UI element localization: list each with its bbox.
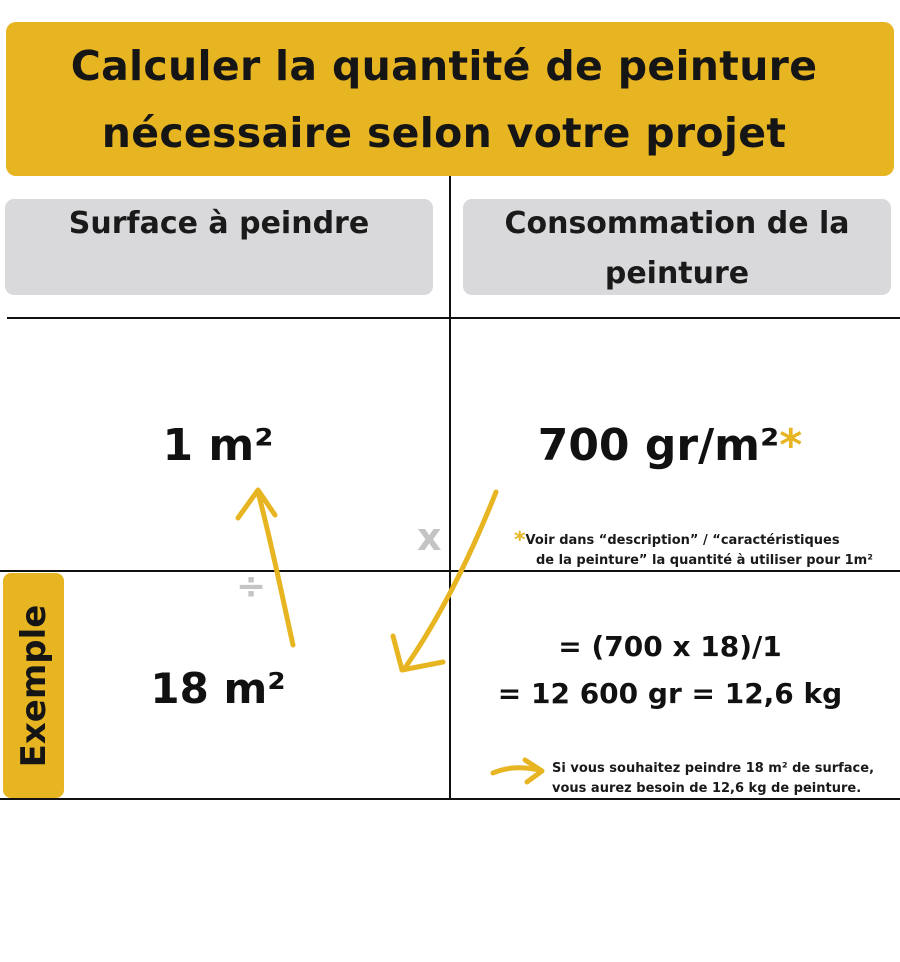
- result-line-1: Si vous souhaitez peindre 18 m² de surface,: [552, 761, 875, 776]
- note-block: [514, 528, 873, 571]
- result-line-2: vous aurez besoin de 12,6 kg de peinture.: [552, 781, 862, 796]
- header-surface: [5, 199, 433, 295]
- divide-operator: ÷: [236, 566, 267, 607]
- example-surface-value: 18 m²: [150, 664, 286, 713]
- grid-vertical-line: [449, 176, 451, 800]
- result-block: [552, 759, 874, 799]
- note-asterisk-icon: *: [514, 528, 526, 553]
- calc-line-1: = (700 x 18)/1: [558, 630, 782, 663]
- header-consumption-line-1: Consommation de la: [504, 206, 850, 241]
- arrow-diagonal-icon: [393, 492, 496, 670]
- header-consumption-line-2: peinture: [604, 256, 750, 291]
- surface-value: 1 m²: [162, 420, 274, 471]
- title-line-2: nécessaire selon votre projet: [101, 109, 787, 157]
- header-consumption: [463, 199, 891, 295]
- multiply-operator: x: [417, 515, 442, 559]
- note-line-2: de la peinture” la quantité à utiliser pour 1m²: [536, 553, 873, 568]
- example-tab: [3, 573, 64, 798]
- header-surface-label: Surface à peindre: [68, 206, 370, 241]
- example-tab-label: Exemple: [13, 604, 54, 767]
- consumption-value: 700 gr/m²: [537, 420, 780, 471]
- asterisk-icon: *: [779, 420, 803, 471]
- grid-line-top: [7, 317, 900, 319]
- note-line-1: Voir dans “description” / “caractéristiques: [525, 533, 840, 548]
- calc-line-2: = 12 600 gr = 12,6 kg: [497, 677, 843, 710]
- arrow-right-icon: [493, 760, 542, 782]
- consumption-value-wrap: [520, 420, 820, 471]
- title-line-1: Calculer la quantité de peinture: [70, 42, 818, 90]
